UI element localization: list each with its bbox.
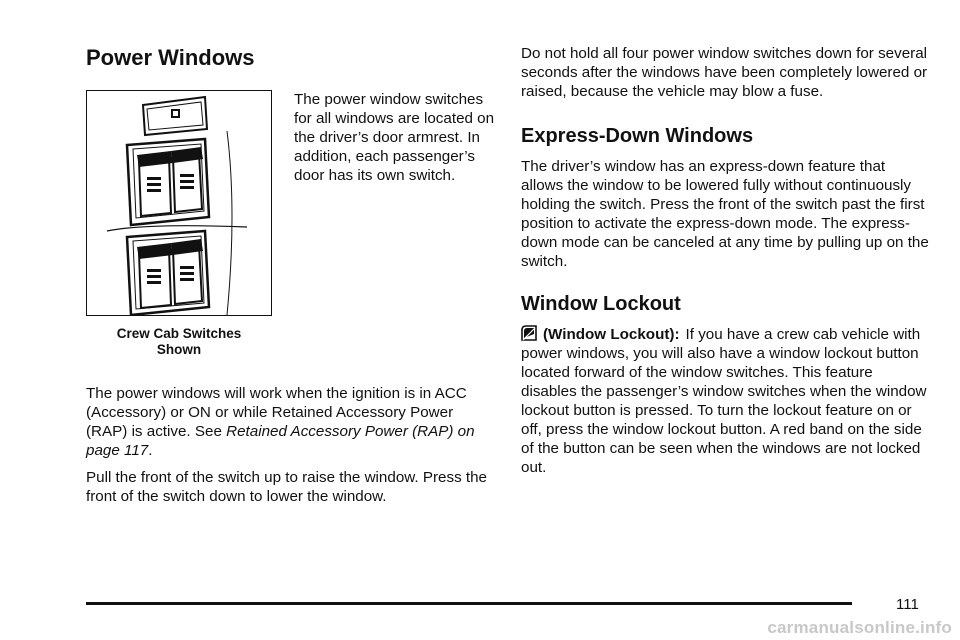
switch-figure bbox=[86, 90, 272, 358]
ignition-period: . bbox=[148, 442, 153, 459]
switch-operation-paragraph: Pull the front of the switch up to raise the window. Press the front of the switch down to lower the window. bbox=[86, 469, 487, 505]
page-number: 111 bbox=[896, 596, 919, 613]
right-column bbox=[521, 44, 931, 477]
fuse-warning-paragraph: Do not hold all four power window switches down for several seconds after the windows have been completely lowered or raised, because the vehicle may blow a fuse. bbox=[521, 45, 928, 100]
ignition-paragraph bbox=[86, 384, 498, 460]
lockout-label: (Window Lockout): bbox=[543, 326, 680, 343]
section-title-window-lockout: Window Lockout bbox=[521, 293, 681, 315]
intro-paragraph: The power window switches for all windows are located on the driver’s door armrest. In addition, each passenger’s door has its own switch. bbox=[294, 91, 495, 184]
switch-illustration bbox=[86, 90, 272, 316]
window-switch-illustration-icon bbox=[87, 91, 271, 315]
express-down-paragraph: The driver’s window has an express-down feature that allows the window to be lowered fully without continuously holding the switch. Press the front of the switch past the first position to activate the express-down mode. The express-down mode can be canceled at any time by pulling up on the switch. bbox=[521, 158, 929, 270]
lockout-paragraph bbox=[521, 325, 931, 477]
window-lockout-icon bbox=[521, 325, 537, 341]
ignition-text: The power windows will work when the ignition is in ACC (Accessory) or ON or while Retained Accessory Power (RAP) is active. See bbox=[86, 385, 467, 440]
figure-caption-line2: Shown bbox=[156, 342, 202, 357]
figure-caption-line1: Crew Cab Switches bbox=[116, 326, 242, 341]
lockout-text: If you have a crew cab vehicle with power windows, you will also have a window lockout button located forward of the window switches. This feature disables the passenger’s window switches when the window lockout button is pressed. To turn the lockout feature on or off, press the window lockout button. A red band on the side of the button can be seen when the windows are not locked out. bbox=[521, 326, 927, 476]
figure-caption bbox=[86, 326, 272, 358]
left-column bbox=[86, 44, 498, 514]
footer-rule bbox=[86, 602, 852, 605]
section-title-power-windows: Power Windows bbox=[86, 45, 255, 70]
watermark: carmanualsonline.info bbox=[767, 618, 952, 637]
rap-reference-link[interactable]: Retained Accessory Power (RAP) on page 117 bbox=[86, 423, 475, 459]
figure-row bbox=[86, 90, 498, 384]
section-title-express-down: Express-Down Windows bbox=[521, 125, 754, 147]
